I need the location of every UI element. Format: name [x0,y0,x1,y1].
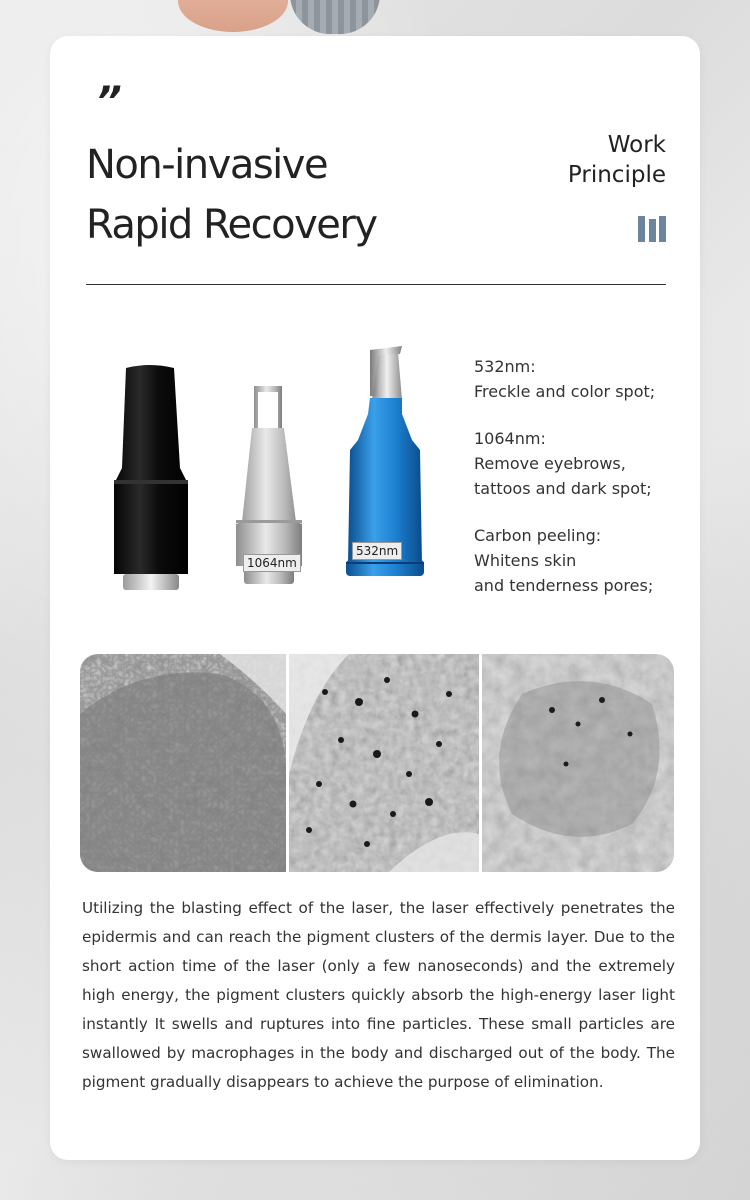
section-heading [568,130,666,190]
silver-tip-label: 1064nm [243,554,301,572]
micrograph-image-2 [289,654,479,872]
wavelength-item-532: 532nm: Freckle and color spot; [474,357,656,401]
section-bars-icon [638,216,668,242]
quote-mark-icon: ” [96,79,119,125]
handpiece-cap-image [290,0,380,34]
wavelength-item-1064: 1064nm: Remove eyebrows, tattoos and dark spot; [474,429,652,498]
top-product-photo [170,0,400,36]
title-line-1: Non-invasive [86,142,328,188]
finger-image [178,0,288,32]
section-heading-line-2: Principle [567,162,666,188]
wavelength-list [474,354,689,620]
black-tip-image [108,364,193,594]
wavelength-item-carbon: Carbon peeling: Whitens skin and tenderness pores; [474,526,654,595]
micrograph-image-1 [80,654,286,872]
micrograph-strip [80,654,674,872]
micrograph-panel-2 [289,654,479,872]
divider [86,284,666,285]
blue-tip-label: 532nm [352,542,402,560]
title-line-2: Rapid Recovery [86,202,377,248]
section-heading-line-1: Work [607,132,666,158]
micrograph-panel-1 [80,654,286,872]
micrograph-image-3 [482,654,674,872]
principle-description: Utilizing the blasting effect of the laser, the laser effectively penetrates the epidermis and can reach the pigment clusters of the dermis layer. Due to the short action time of the laser (only a few nanoseconds) and the extremely high energy, the pigment clusters quickly absorb the high-energy laser light instantly It swells and ruptures into fine particles. These small particles are swallowed by macrophages in the body and discharged out of the body. The pigment gradually disappears to achieve the purpose of elimination. [82,899,675,1091]
handpiece-tips-image [100,340,440,630]
micrograph-panel-3 [482,654,674,872]
